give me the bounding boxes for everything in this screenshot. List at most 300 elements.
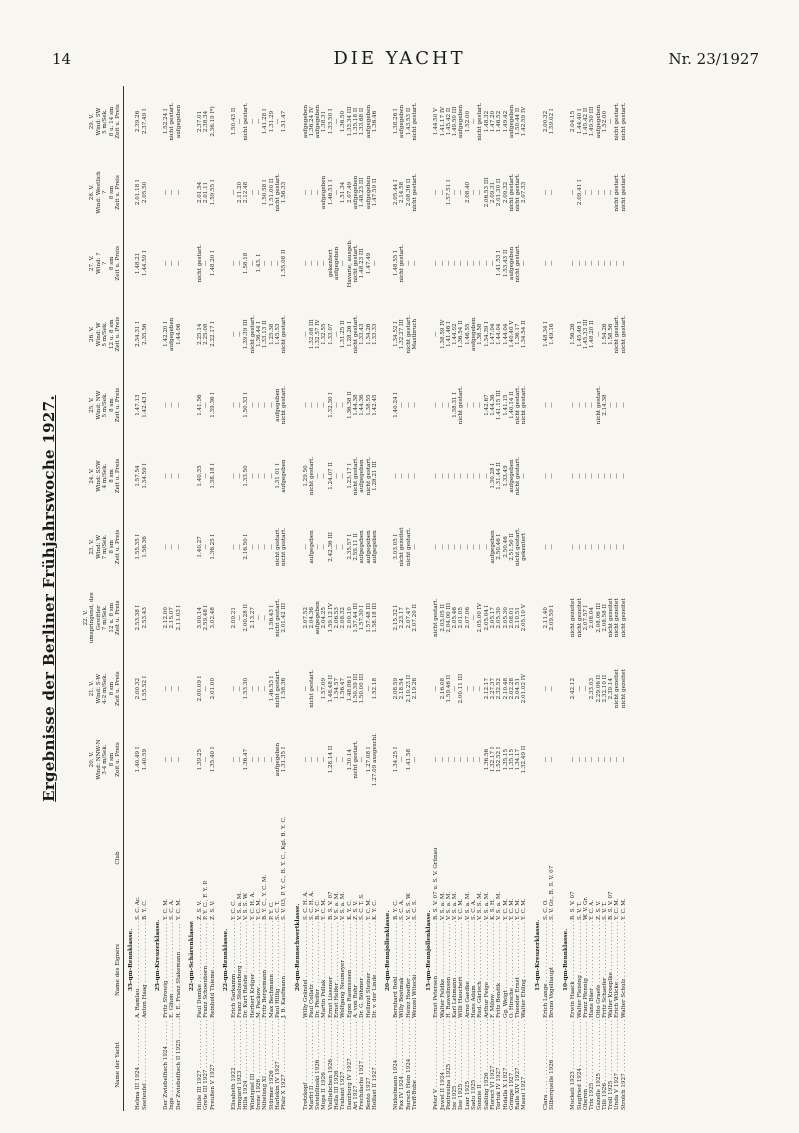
race-result: nicht gestart. [620,102,627,141]
day-date: 26. V. [89,326,96,342]
race-result: — [614,544,621,550]
race-result: aufgegeben [315,601,322,635]
race-result: 1.35.15 [508,748,515,771]
race-result: — [483,473,490,479]
club-name: P. Y. C. [268,901,275,920]
club-name: S. C. A. [169,899,176,920]
race-result: nicht gestart. [281,527,288,566]
owner-name: Dr. Pfeifer . . . [315,921,321,1019]
race-result: — [433,331,440,338]
day-date: 20. V. [89,751,96,768]
race-result: — [542,544,549,550]
race-result: 1.56.33 [281,181,288,204]
race-result: 1.38.31 I [452,392,459,418]
race-result: — [230,189,237,196]
owner-name: Hans Adam . . . [471,921,477,1019]
race-result: 2.38.34 [203,110,210,133]
race-result: 1.52.00 [464,110,471,133]
race-result: 2.01.11 [203,181,210,204]
race-result: 1.48.20 I [209,250,216,276]
yacht-name: Sonnie II . . . [477,1019,483,1111]
owner-name: Anton Haag . . . [142,921,148,1019]
day-speed: 7 m/Sek. [102,534,109,560]
day-date: 22. V. [83,610,89,626]
owner-name: Walter Schulz . . . [621,921,627,1019]
race-result: — [433,685,440,692]
race-result: 1.39.39 III [243,319,250,350]
club-name: Z. S. V. [352,900,359,920]
owner-name: Theodor Ernst . . . [515,921,521,1019]
owner-name: Fritz Strowig . . . [163,921,169,1019]
race-result: 1.34.54 II [521,320,528,348]
race-result: 1.48.34 I [542,321,549,347]
race-result: 1.46.55 [464,323,471,345]
race-result: — [315,402,322,408]
race-result: 2.05.00 IV [477,603,484,633]
race-result: — [163,189,170,196]
race-result: 2.05.10 V [521,604,528,632]
race-result: 1.27.08 I [365,746,372,773]
race-result: — [249,473,256,479]
race-result: — [340,473,347,479]
owner-name: Willy Grändel . . . [302,921,308,1019]
race-result: nicht gestart. [515,527,522,566]
race-result: 1.36.47 [243,748,250,771]
club-name: Y. C. M. [256,898,263,920]
race-result: — [477,189,484,196]
race-result: — [483,260,490,267]
race-result: 1.34.52 I [393,321,400,347]
race-result: 2.10.23 II [405,674,412,703]
race-result: — [230,402,237,408]
race-result: — [237,685,244,692]
race-result: 1.50.43 II [230,107,237,136]
race-result: — [582,756,589,763]
race-result: — [452,260,459,267]
club-name: S. C. H. A. [302,890,309,920]
race-result: 1.41.53 I [496,250,503,276]
race-result: 2.08.01 [508,607,515,629]
yacht-name: Florect VI 1927 . . . [490,1019,496,1111]
race-result: 2.16.08 [439,677,446,700]
race-result: 2.35.56 [141,323,148,345]
race-result: — [203,544,210,550]
race-result: — [542,402,549,408]
race-result: 2.00.32 [542,110,549,133]
race-result: 1.44.36 [359,394,366,416]
race-result: — [589,473,596,479]
day-dist: 12 u. 8 sm [108,319,115,349]
race-result: — [542,473,549,479]
race-result: — [334,402,341,408]
race-result: 1.33.07 [327,323,334,345]
race-result: — [230,331,237,338]
race-result: — [203,756,210,763]
race-result: 2.05.17 [489,607,496,629]
col-day-header [82,653,124,724]
race-result: nicht gestart. [196,244,203,283]
race-result: 2.42.36 III [327,532,334,562]
col-day-header [82,441,124,512]
race-result: nicht gestart. [620,173,627,212]
race-result: nicht gestart. [458,386,465,425]
day-date: 21. V. [89,680,96,697]
race-result: — [256,685,263,692]
race-result: — [256,402,263,408]
owner-name: Bruno Vogelhaupt . . . [549,921,555,1019]
yacht-name: Oberon . . . [583,1019,589,1111]
race-result: 2.11.03 I [175,605,182,631]
race-result: 1.39.25 [196,748,203,771]
race-result: nicht gestart. [515,173,522,212]
club-name: P. Y. C., F. Y. P. [203,880,210,920]
race-result: — [203,685,210,692]
race-result: 1.30.28 I [489,463,496,489]
race-result: — [595,260,602,267]
yacht-name: Siegfried 1924 . . . [577,1019,583,1111]
race-result: 2.27.37 [489,677,496,700]
race-result: nicht gestart. [352,315,359,354]
race-result: — [542,260,549,267]
race-result: 1.55.52 I [141,676,148,702]
race-result: 1.49.50 III [589,106,596,137]
race-result: 2.09.21 [230,607,237,629]
race-result: — [262,685,269,692]
owner-name: Paul Hillig . . . [275,921,281,1019]
race-result: — [249,685,256,692]
race-result: 2.00.11 III [458,673,465,704]
race-result: 1.42.59 IV [521,106,528,137]
col-day-header [82,157,124,228]
race-result: 1.27.09 ausgeschl. [371,733,378,787]
col-day-header [82,299,124,370]
race-result: 2.07.06 [464,607,471,629]
race-result: nicht gestart. [411,173,418,212]
club-name: B. S. V. 07 u. S. V. Grünau [433,847,440,920]
owner-name: Fritz Schaefer . . . [602,921,608,1019]
race-result: — [433,544,440,550]
race-result: — [340,544,347,550]
yacht-name: Troll 1925 . . . [608,1019,614,1111]
race-result: — [570,189,577,196]
race-result: 3.00.14 [196,607,203,629]
race-result: 2.08.04 [589,607,596,629]
race-result: 1.48.32 [483,110,490,133]
race-result: — [308,756,315,763]
race-result: — [334,118,341,125]
race-result: 1.59.12 IV [327,603,334,633]
race-result: 1.54.26 [601,323,608,345]
race-result: — [549,473,556,479]
race-result: 1.50.39 III [352,673,359,704]
race-result: nicht gezeitet [614,598,621,638]
race-result: — [576,685,583,692]
race-result: 1.49.16 [549,323,556,345]
club-name: V. S. a. M. [452,891,459,920]
race-result: aufgegeben [595,104,602,139]
owner-name: Wolfgang Neumeyer . . . [340,921,346,1019]
race-result: 1.53.43 II [502,249,509,278]
race-result: 2.07.20 II [411,604,418,632]
club-name: Y. C. H. A. [249,891,256,920]
race-result: — [237,331,244,338]
race-result: — [608,260,615,267]
race-result: 2.05.30 [496,607,503,629]
club-name: S. C. T. S. [359,893,366,920]
race-result: aufgegeben [508,104,515,139]
race-result: 2.01.30 II [496,178,503,207]
race-result: 1.33.13 II [262,320,269,348]
owner-name: Otto Graefe . . . [595,921,601,1019]
race-result: — [595,756,602,763]
race-result: 1.41.46 I [445,321,452,347]
race-result: — [308,260,315,267]
race-result: 2.10.51 [515,607,522,629]
race-result: — [576,402,583,408]
yacht-name: Strolch 1927 . . . [621,1019,627,1111]
race-result: aufgegeben [315,104,322,139]
race-result: 1.41.17 IV [439,106,446,137]
race-result: — [334,756,341,763]
race-result: 1.48.06 I [346,676,353,702]
race-result: — [256,544,263,550]
results-title: Ergebnisse der Berliner Frühjahrswoche 1927. [40,395,58,802]
race-result: 1.59.55 I [209,179,216,206]
club-name: V. S. a. M. [439,891,446,920]
owner-name: Erwin Haack . . . [570,921,576,1019]
race-result: — [439,189,446,196]
race-result: — [601,756,608,763]
race-result: 2.36.19 I*) [209,106,216,137]
owner-name: Bernhard Bohl . . . [393,921,399,1019]
race-result: — [620,544,627,550]
day-date: 27. V. [89,255,96,272]
race-result: 1.45.53 [274,323,281,345]
race-result: 2.07.47 [405,607,412,629]
race-result: — [601,260,608,267]
race-result: 2.59.48 I [203,605,210,631]
owner-name: Wenzel Witecki . . . [412,921,418,1019]
race-result: 1.24.07 II [327,462,334,490]
race-result: 1.46.51 I [327,179,334,206]
race-result: — [203,260,210,267]
day-speed: 5 m/Sek. [102,321,109,347]
owner-name: Egon Rasmussen . . . [347,921,353,1019]
race-result: 1.41.28 I [262,108,269,135]
class-gap [627,86,631,1111]
race-result: — [315,260,322,267]
race-result: — [302,756,309,763]
race-result: — [477,756,484,763]
race-result: 1.58.36 [281,677,288,700]
race-result: — [471,118,478,125]
race-result: 1.38.55 [365,394,372,416]
race-result: gekentert [521,533,528,561]
race-result: — [169,756,176,763]
yacht-name: Loar 1925 . . . [465,1019,471,1111]
race-result: 2.00.10 [346,607,353,629]
club-name: S. C. H. A. [308,890,315,920]
race-result: — [163,402,170,408]
race-result: aufgegeben [489,530,496,564]
day-dist: 8 sm [108,469,115,483]
race-result: 1.47.13 [135,394,142,416]
yacht-name: Marfri II . . . [309,1019,315,1111]
race-result: 1.32.17 I [489,746,496,773]
race-result: 2.15.32 I [393,605,400,631]
owner-name: H. E. Franz Stakemann . . . [176,921,182,1019]
race-result: — [620,402,627,408]
race-result: aufgegeben [175,104,182,139]
results-body [124,86,631,1111]
race-result: 1.44.38 [352,394,359,416]
race-result: — [334,473,341,479]
club-name: Y. C. M. [502,898,509,920]
race-result: — [237,614,244,621]
race-result: — [262,402,269,408]
race-result: — [169,473,176,479]
race-result: 2.22.17 I [209,321,216,347]
owner-name: Gg. Weigt . . . [503,921,509,1019]
race-result: — [230,756,237,763]
col-day-header [82,86,124,157]
race-result: 2.01.05 [458,607,465,629]
race-result: 1.34.25 I [393,746,400,773]
race-result: — [249,189,256,196]
race-result: 1.41.15 [502,394,509,416]
day-time-label: Zeit u. Preis [115,316,122,352]
race-result: — [521,473,528,479]
race-result: — [458,473,465,479]
day-time-label: Zeit u. Preis [115,104,122,139]
club-name: V. S. a. M. [464,891,471,920]
race-result: 1.41.15 III [496,390,503,420]
race-result: 1.44.40 I [576,108,583,135]
race-result: — [230,473,237,479]
yacht-name: Inge . . . [169,1019,175,1111]
race-result: — [405,402,412,408]
race-result: nicht gestart. [169,102,176,141]
race-result: 1.57.48 III [365,602,372,633]
day-dist: 12 u. 8 sm [108,602,115,633]
results-page [40,86,757,1111]
class-heading: 15-qm-Rennjollenklasse. [425,910,432,991]
race-result: 1.56.43 I [268,605,275,631]
yacht-name: Pontresina 1925 . . . [446,1019,452,1111]
race-result: 1.28.26 I [346,321,353,347]
race-result: 1.40.24 I [393,392,400,418]
day-time-label: Zeit u. Preis [115,600,122,636]
race-result: — [399,473,406,479]
yacht-name: Irmgard 1923 . . . [237,1019,243,1111]
owner-name: Franz Schoenborn . . . [203,921,209,1019]
race-result: nicht gezeitet [608,598,615,638]
owner-name: Hellmut Steiner . . . [365,921,371,1019]
race-result: — [471,614,478,621]
club-name: V. S. a. M. [237,891,244,920]
class-heading-row [559,86,570,1111]
day-time-label: Zeit u. Preis [115,742,122,777]
race-result: — [203,402,210,408]
race-result: — [445,756,452,763]
race-result: aufgegeben [365,175,372,210]
race-result: — [439,544,446,550]
race-result: — [570,473,577,479]
race-result: — [302,331,309,338]
race-result: 1.41.56 [196,394,203,416]
race-result: nicht gestart. [274,598,281,637]
issue-number: Nr. 23/1927 [668,50,759,68]
race-result: — [576,260,583,267]
owner-name: Walter Kroeplke . . . [608,921,614,1019]
race-result: — [542,685,549,692]
race-result: 2.37.01 [196,110,203,133]
club-name: Y. C. M. [614,898,621,920]
race-result: nicht gestart. [614,102,621,141]
race-result: 1.50.33 I [243,392,250,418]
race-result: aufgegeben [334,246,341,280]
owner-name: Paul Collatz . . . [309,921,315,1019]
race-result: — [458,756,465,763]
day-date: 25. V. [89,397,96,413]
race-result: 1.31 01 I [274,463,281,489]
race-result: — [163,473,170,479]
race-result: 2.05.30 [502,607,509,629]
race-result: 1.41.58 [405,748,412,771]
race-result: 2.14.38 [601,394,608,416]
club-name: Y. C. M. [508,898,515,920]
race-result: 1.58.18 [243,252,250,274]
race-result: 2.18.54 [399,677,406,700]
club-name: V. S. S. M. [477,891,484,920]
class-heading-row [422,86,433,1111]
owner-name: H. Rawelinson . . . [446,921,452,1019]
race-result: 1.43. I [256,254,263,273]
race-result: 1.49.50 III [452,106,459,137]
owner-name: Martin Pollak . . . [321,921,327,1019]
day-speed: 4 m/Sek. [102,463,109,489]
race-result: 1.55.08 II [281,249,288,278]
race-result: 2.12.17 [483,677,490,700]
race-result: — [608,118,615,125]
race-result: 2.04.00 III [445,602,452,633]
club-name: B. Y. C., Y. C. M. [262,874,269,920]
race-result: nicht gestart. [243,102,250,141]
yacht-name: Bursch Hein 1924 . . . [406,1019,412,1111]
race-result: 1.44.06 [175,323,182,345]
race-result: 2.04.36 [308,607,315,629]
race-result: — [302,189,309,196]
race-result: 1.43.53 II [405,107,412,136]
race-result: 1.54.57 [334,677,341,700]
race-result: 1.35.15 [502,748,509,771]
race-result: — [315,685,322,692]
race-result: nicht gestart. [308,669,315,708]
club-name: S. V. Gr., B. S. V. 07 [549,865,556,920]
race-result: 2.09.31 [489,181,496,204]
yacht-name: Grete III 1927 . . . [203,1019,209,1111]
race-result: — [582,473,589,479]
race-result: 2.05.04 I [483,605,490,631]
race-result: nicht gezeitet [399,527,406,567]
race-result: — [203,473,210,479]
day-dist: 8 sm [108,752,115,767]
owner-name: Willy Bostmak . . . [399,921,405,1019]
race-result: 2.35.57 I [346,534,353,560]
race-result: — [359,756,366,763]
race-result: — [595,544,602,550]
race-result: 1.44.04 [496,323,503,345]
